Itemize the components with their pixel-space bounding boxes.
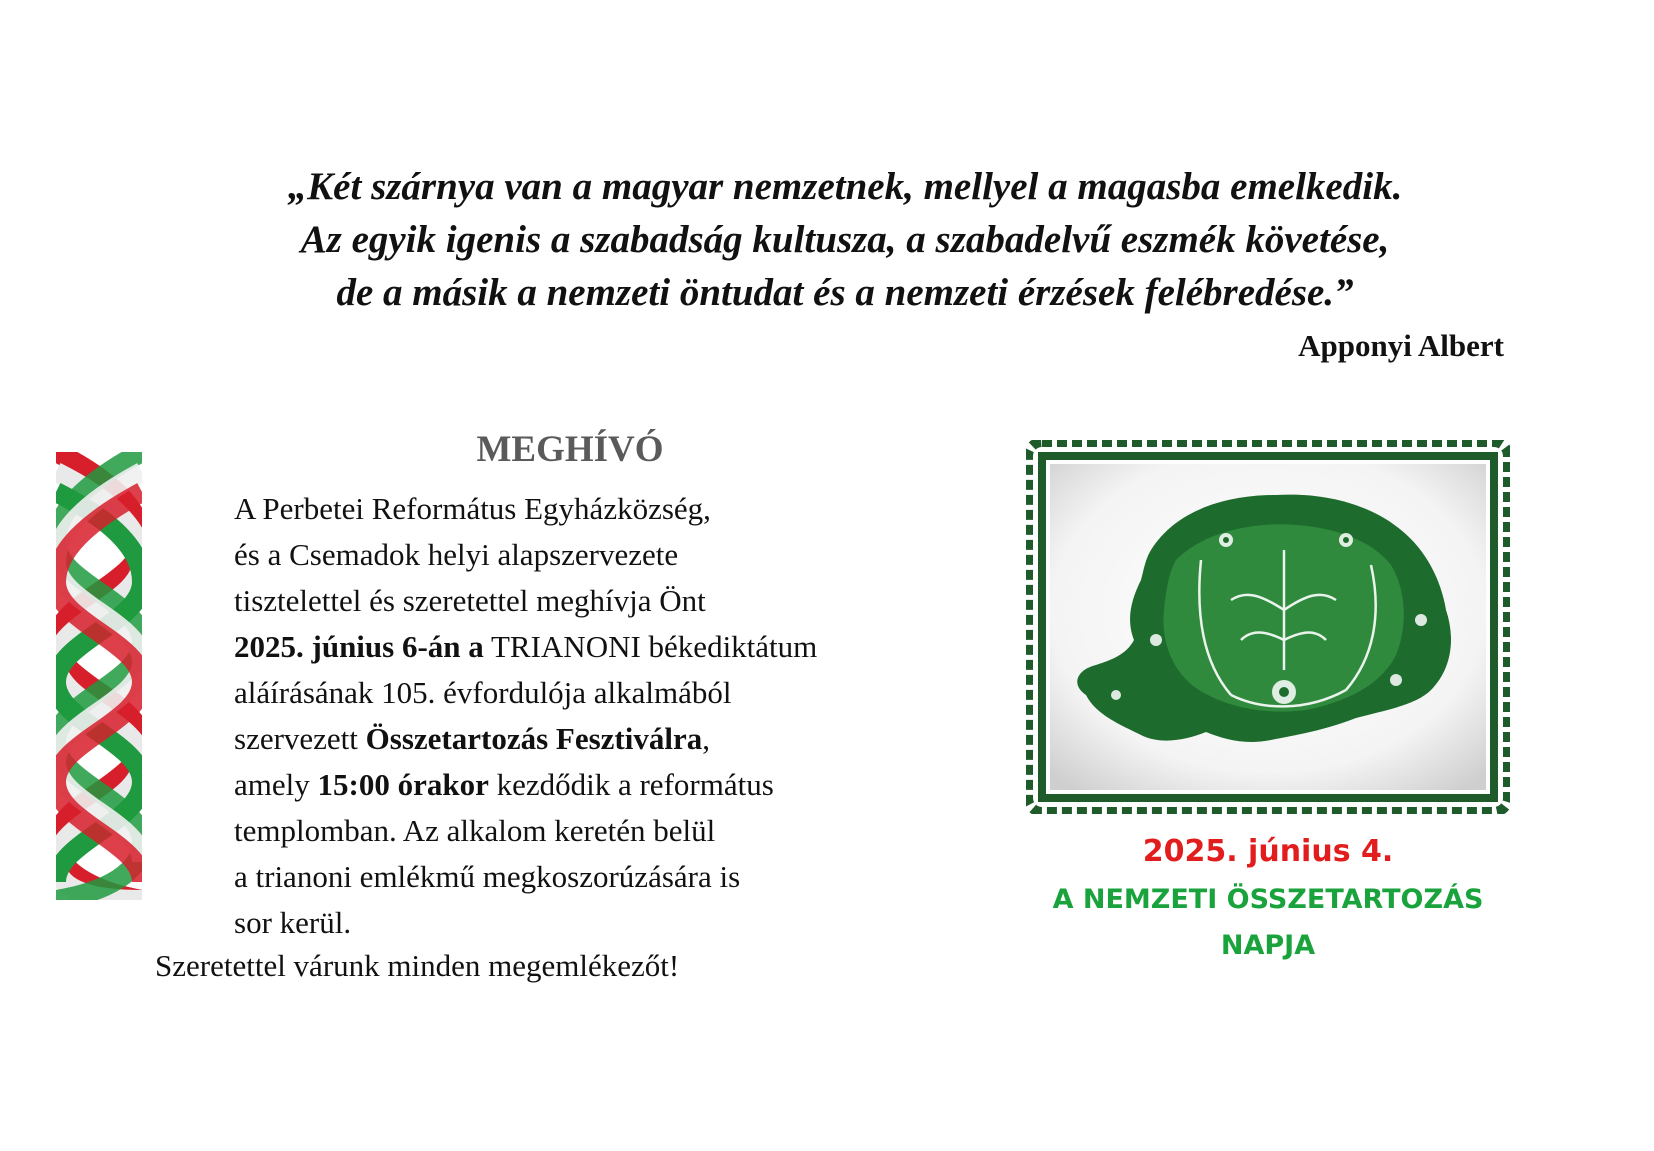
invitation-text: szervezett	[234, 721, 366, 756]
invitation-closing: Szeretettel várunk minden megemlékezőt!	[155, 948, 680, 983]
invitation-line: sor kerül.	[234, 905, 352, 940]
festival-name: Összetartozás Fesztiválra	[365, 721, 703, 756]
event-date: 2025. június 6-án a	[234, 629, 484, 664]
invitation-line: A Perbetei Református Egyházközség,	[234, 491, 711, 526]
quote-block	[150, 160, 1540, 319]
invitation-body	[234, 486, 817, 946]
tricolor-ribbon-icon	[56, 452, 142, 900]
embroidered-hungary-map-icon	[1026, 440, 1510, 814]
invitation-line: és a Csemadok helyi alapszervezete	[234, 537, 679, 572]
invitation-text: ,	[702, 721, 710, 756]
quote-author: Apponyi Albert	[1298, 328, 1504, 363]
invitation-text: TRIANONI békediktátum	[483, 629, 818, 664]
invitation-line	[234, 624, 817, 670]
invitation-line: a trianoni emlékmű megkoszorúzására is	[234, 859, 741, 894]
invitation-title: MEGHÍVÓ	[476, 429, 664, 470]
invitation-line: tisztelettel és szeretettel meghívja Önt	[234, 583, 706, 618]
unity-day-date: 2025. június 4.	[1142, 834, 1394, 869]
event-time: 15:00 órakor	[317, 767, 489, 802]
quote-line-1: „Két szárnya van a magyar nemzetnek, mellyel a magasba emelkedik.	[287, 165, 1403, 208]
unity-day-title-line-2: NAPJA	[1220, 930, 1316, 961]
invitation-text: amely	[234, 767, 318, 802]
unity-day-title-line-1: A NEMZETI ÖSSZETARTOZÁS	[1052, 884, 1484, 915]
invitation-text: kezdődik a református	[488, 767, 774, 802]
invitation-line	[234, 716, 817, 762]
invitation-line	[234, 762, 817, 808]
quote-line-3: de a másik a nemzeti öntudat és a nemzeti érzések felébredése.”	[336, 271, 1354, 314]
invitation-line: templomban. Az alkalom keretén belül	[234, 813, 716, 848]
quote-line-2: Az egyik igenis a szabadság kultusza, a szabadelvű eszmék követése,	[300, 218, 1390, 261]
invitation-line: aláírásának 105. évfordulója alkalmából	[234, 675, 732, 710]
